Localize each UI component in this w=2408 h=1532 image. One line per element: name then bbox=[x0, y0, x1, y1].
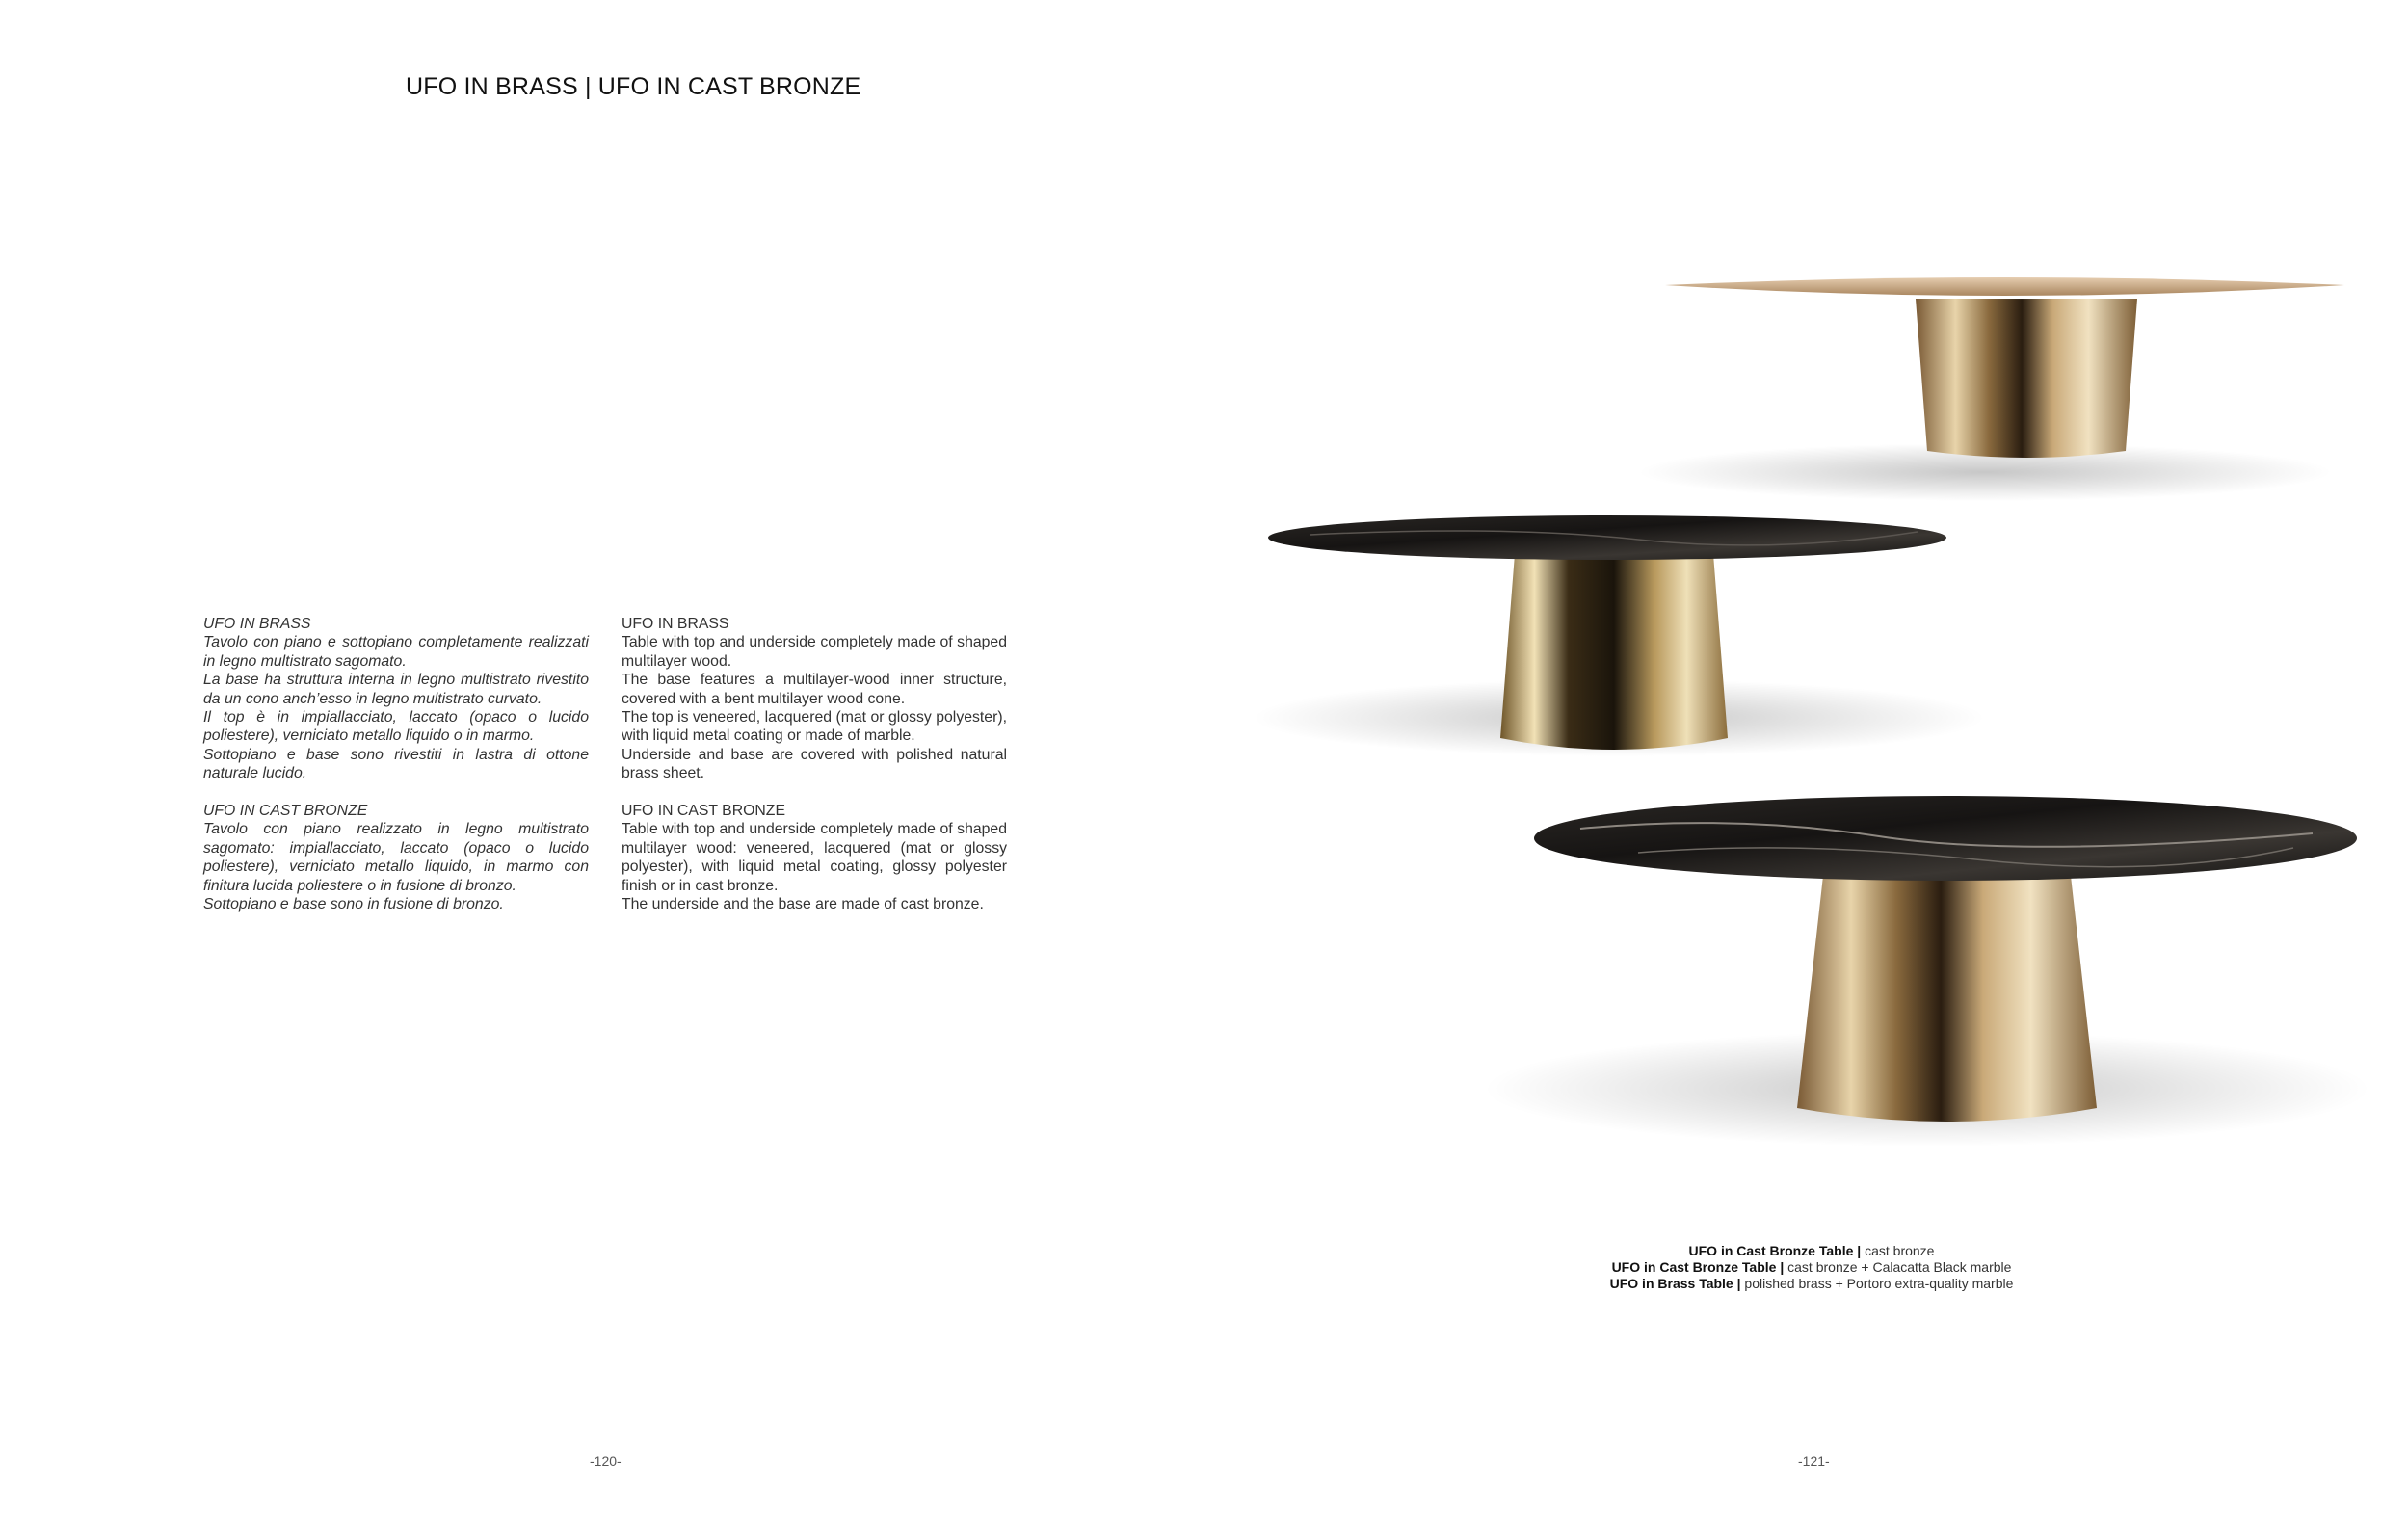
english-brass-line: The top is veneered, lacquered (mat or glossy polyester), with liquid metal coating or made of marble. bbox=[622, 709, 1007, 745]
caption-name: UFO in Brass Table | bbox=[1609, 1276, 1741, 1291]
italian-bronze-line: Tavolo con piano realizzato in legno multistrato sagomato: impiallacciato, laccato (opaco o lucido poliestere), verniciato metallo liquido, in marmo con finitura lucida poliestere o in fusione di bronzo. bbox=[203, 821, 589, 894]
caption-desc: cast bronze bbox=[1861, 1243, 1935, 1258]
english-brass-line: The base features a multilayer-wood inner structure, covered with a bent multilayer wood cone. bbox=[622, 672, 1007, 707]
brass-table-image bbox=[1253, 515, 1985, 756]
english-brass-line: Underside and base are covered with polished natural brass sheet. bbox=[622, 746, 1007, 782]
page-title: UFO IN BRASS | UFO IN CAST BRONZE bbox=[406, 73, 861, 100]
english-bronze-line: The underside and the base are made of cast bronze. bbox=[622, 896, 984, 913]
product-captions bbox=[1580, 1243, 2043, 1292]
english-brass-block bbox=[622, 615, 1007, 783]
product-photo bbox=[1253, 241, 2408, 1204]
page-number-left: -120- bbox=[590, 1453, 622, 1468]
english-brass-line: Table with top and underside completely made of shaped multilayer wood. bbox=[622, 634, 1007, 670]
caption-desc: cast bronze + Calacatta Black marble bbox=[1784, 1259, 2012, 1275]
english-bronze-heading: UFO IN CAST BRONZE bbox=[622, 803, 785, 820]
caption-line bbox=[1580, 1243, 2043, 1259]
caption-line bbox=[1580, 1276, 2043, 1292]
english-description bbox=[622, 615, 1007, 913]
page-number-right: -121- bbox=[1798, 1453, 1830, 1468]
english-bronze-line: Table with top and underside completely made of shaped multilayer wood: veneered, lacquered (mat or glossy polyester), with liquid metal coating, glossy polyester finish or in cast bronze. bbox=[622, 821, 1007, 894]
italian-bronze-line: Sottopiano e base sono in fusione di bronzo. bbox=[203, 896, 504, 913]
caption-name: UFO in Cast Bronze Table | bbox=[1688, 1243, 1862, 1258]
caption-desc: polished brass + Portoro extra-quality marble bbox=[1740, 1276, 2014, 1291]
caption-line bbox=[1580, 1259, 2043, 1276]
italian-bronze-heading: UFO IN CAST BRONZE bbox=[203, 803, 368, 820]
caption-name: UFO in Cast Bronze Table | bbox=[1611, 1259, 1785, 1275]
italian-description bbox=[203, 615, 589, 913]
italian-brass-heading: UFO IN BRASS bbox=[203, 616, 311, 632]
italian-brass-block bbox=[203, 615, 589, 783]
italian-brass-line: Il top è in impiallacciato, laccato (opaco o lucido poliestere), verniciato metallo liquido o in marmo. bbox=[203, 709, 589, 745]
italian-brass-line: La base ha struttura interna in legno multistrato rivestito da un cono anch’esso in legno multistrato curvato. bbox=[203, 672, 589, 707]
italian-brass-line: Sottopiano e base sono rivestiti in lastra di ottone naturale lucido. bbox=[203, 746, 589, 782]
bronze-table-image bbox=[1638, 277, 2344, 501]
english-bronze-block bbox=[622, 802, 1007, 913]
english-brass-heading: UFO IN BRASS bbox=[622, 616, 729, 632]
italian-bronze-block bbox=[203, 802, 589, 913]
italian-brass-line: Tavolo con piano e sottopiano completamente realizzati in legno multistrato sagomato. bbox=[203, 634, 589, 670]
cast-bronze-marble-table-image bbox=[1484, 796, 2370, 1147]
